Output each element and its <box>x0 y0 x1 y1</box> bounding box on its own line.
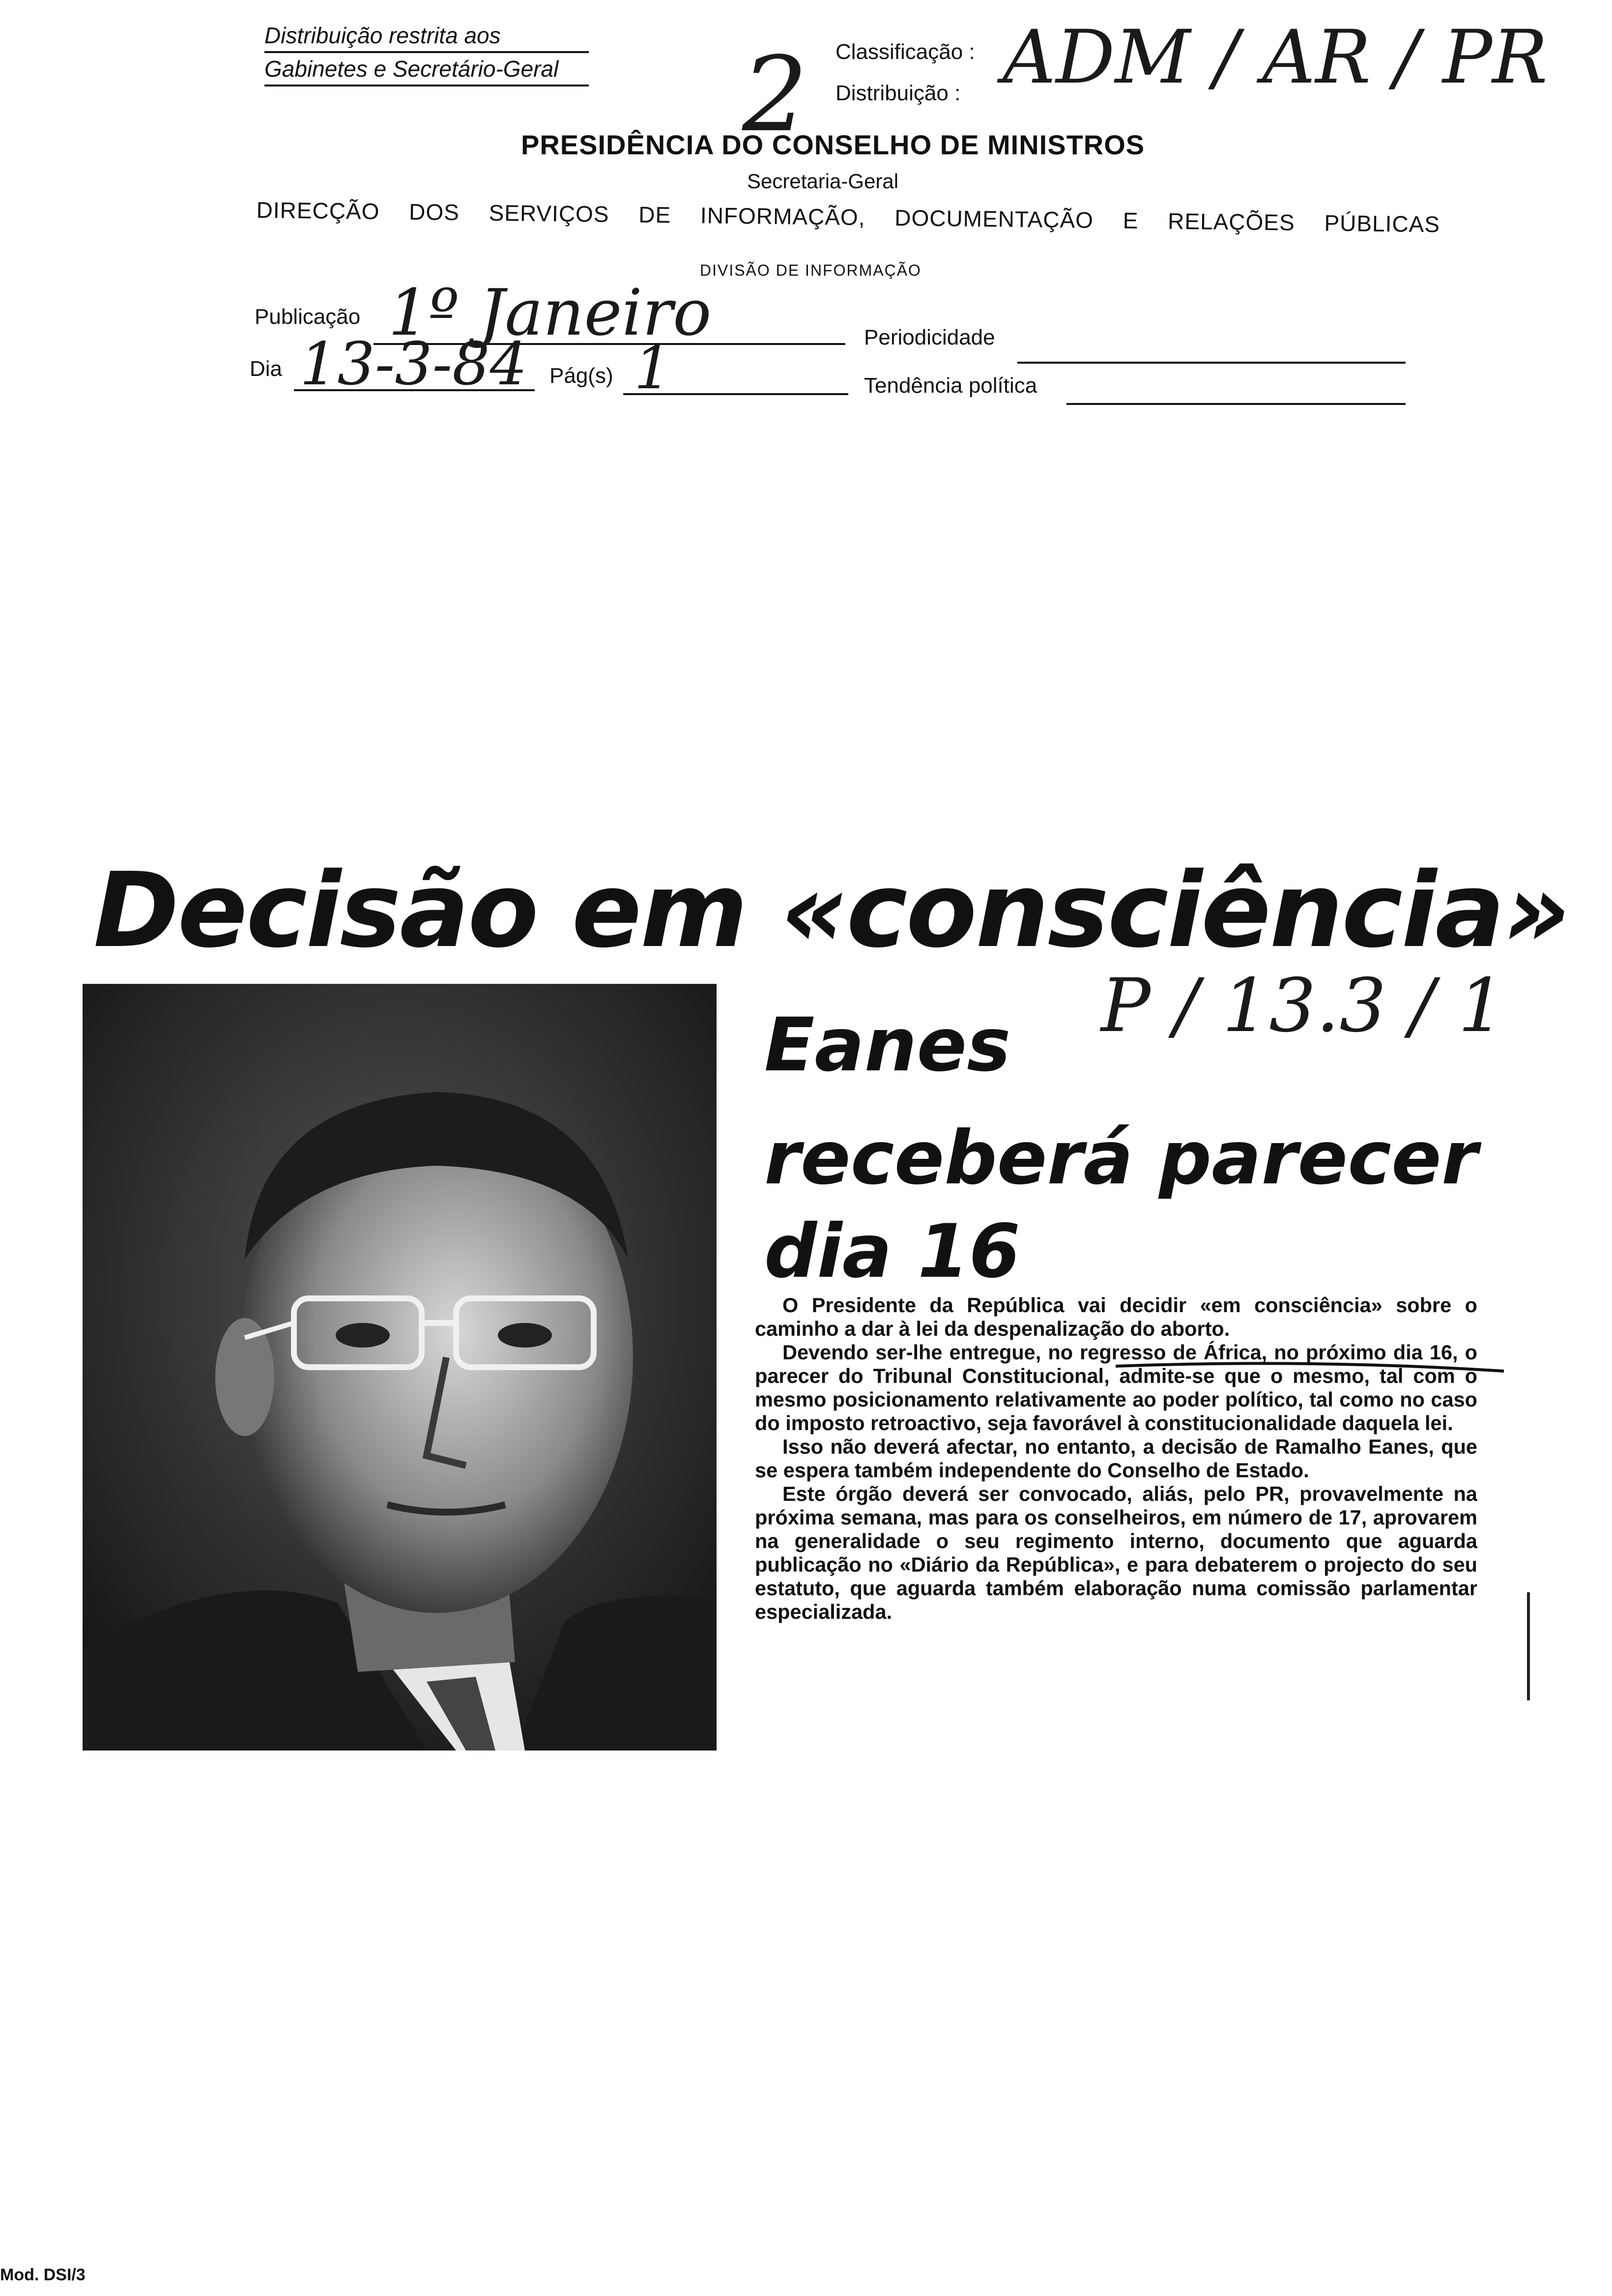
dia-value: 13-3-84 <box>300 330 527 399</box>
division: DIVISÃO DE INFORMAÇÃO <box>700 261 921 279</box>
distribuicao-label: Distribuição : <box>835 81 961 105</box>
dia-label: Dia <box>250 357 283 381</box>
classificacao-label: Classificação : <box>835 40 975 64</box>
periodicidade-label: Periodicidade <box>864 325 995 349</box>
publicacao-label: Publicação <box>255 305 361 329</box>
tendencia-line <box>1066 403 1406 405</box>
article-paragraph: Devendo ser-lhe entregue, no regresso de África, no próximo dia 16, o parecer do Tribunal Constitucional, admite-se que o mesmo, tal com o mesmo posicionamento relativamente ao poder político, tal como no caso do imposto retroactivo, seja favorável à constitucionalidade daquela lei. <box>755 1341 1477 1435</box>
periodicidade-line <box>1017 362 1406 364</box>
pags-value: 1 <box>634 334 672 402</box>
subhead-line-2: receberá parecer <box>764 1116 1478 1201</box>
portrait-photo <box>83 984 717 1751</box>
distribution-note-line2: Gabinetes e Secretário-Geral <box>264 53 589 86</box>
article-paragraph: O Presidente da República vai decidir «em consciência» sobre o caminho a dar à lei da despenalização do aborto. <box>755 1293 1477 1340</box>
article-paragraph: Isso não deverá afectar, no entanto, a decisão de Ramalho Eanes, que se espera também independente do Conselho de Estado. <box>755 1435 1477 1482</box>
form-code: Mod. DSI/3 <box>0 2266 86 2284</box>
organization-title: PRESIDÊNCIA DO CONSELHO DE MINISTROS <box>521 129 1145 160</box>
directorate: DIRECÇÃO DOS SERVIÇOS DE INFORMAÇÃO, DOCUMENTAÇÃO E RELAÇÕES PÚBLICAS <box>256 197 1440 237</box>
publicacao-value: 1º Janeiro <box>388 275 712 350</box>
distribuicao-handwritten: 2 <box>742 34 808 155</box>
secretariat: Secretaria-Geral <box>747 170 899 193</box>
margin-mark <box>1524 1592 1533 1700</box>
distribution-note-line1: Distribuição restrita aos <box>264 20 589 53</box>
tendencia-label: Tendência política <box>864 373 1037 398</box>
classificacao-handwritten: ADM / AR / PR <box>1003 15 1548 100</box>
subhead-line-3: dia 16 <box>764 1209 1020 1294</box>
subhead-line-1: Eanes <box>764 1003 1011 1088</box>
article-body <box>755 1293 1477 1624</box>
distribution-note <box>264 20 589 86</box>
handwritten-underline <box>1116 1356 1509 1376</box>
article-paragraph: Este órgão deverá ser convocado, aliás, pelo PR, provavelmente na próxima semana, mas para os conselheiros, em número de 17, aprovarem na generalidade o seu regimento interno, documento que aguarda publicação no «Diário da República», e para debaterem o projecto do seu estatuto, que aguarda também elaboração numa comissão parlamentar especializada. <box>755 1482 1477 1623</box>
classification-labels <box>835 31 975 114</box>
handwritten-annotation: P / 13.3 / 1 <box>1101 963 1505 1049</box>
article-headline: Decisão em «consciência» <box>93 850 1569 971</box>
pags-label: Pág(s) <box>549 364 613 388</box>
